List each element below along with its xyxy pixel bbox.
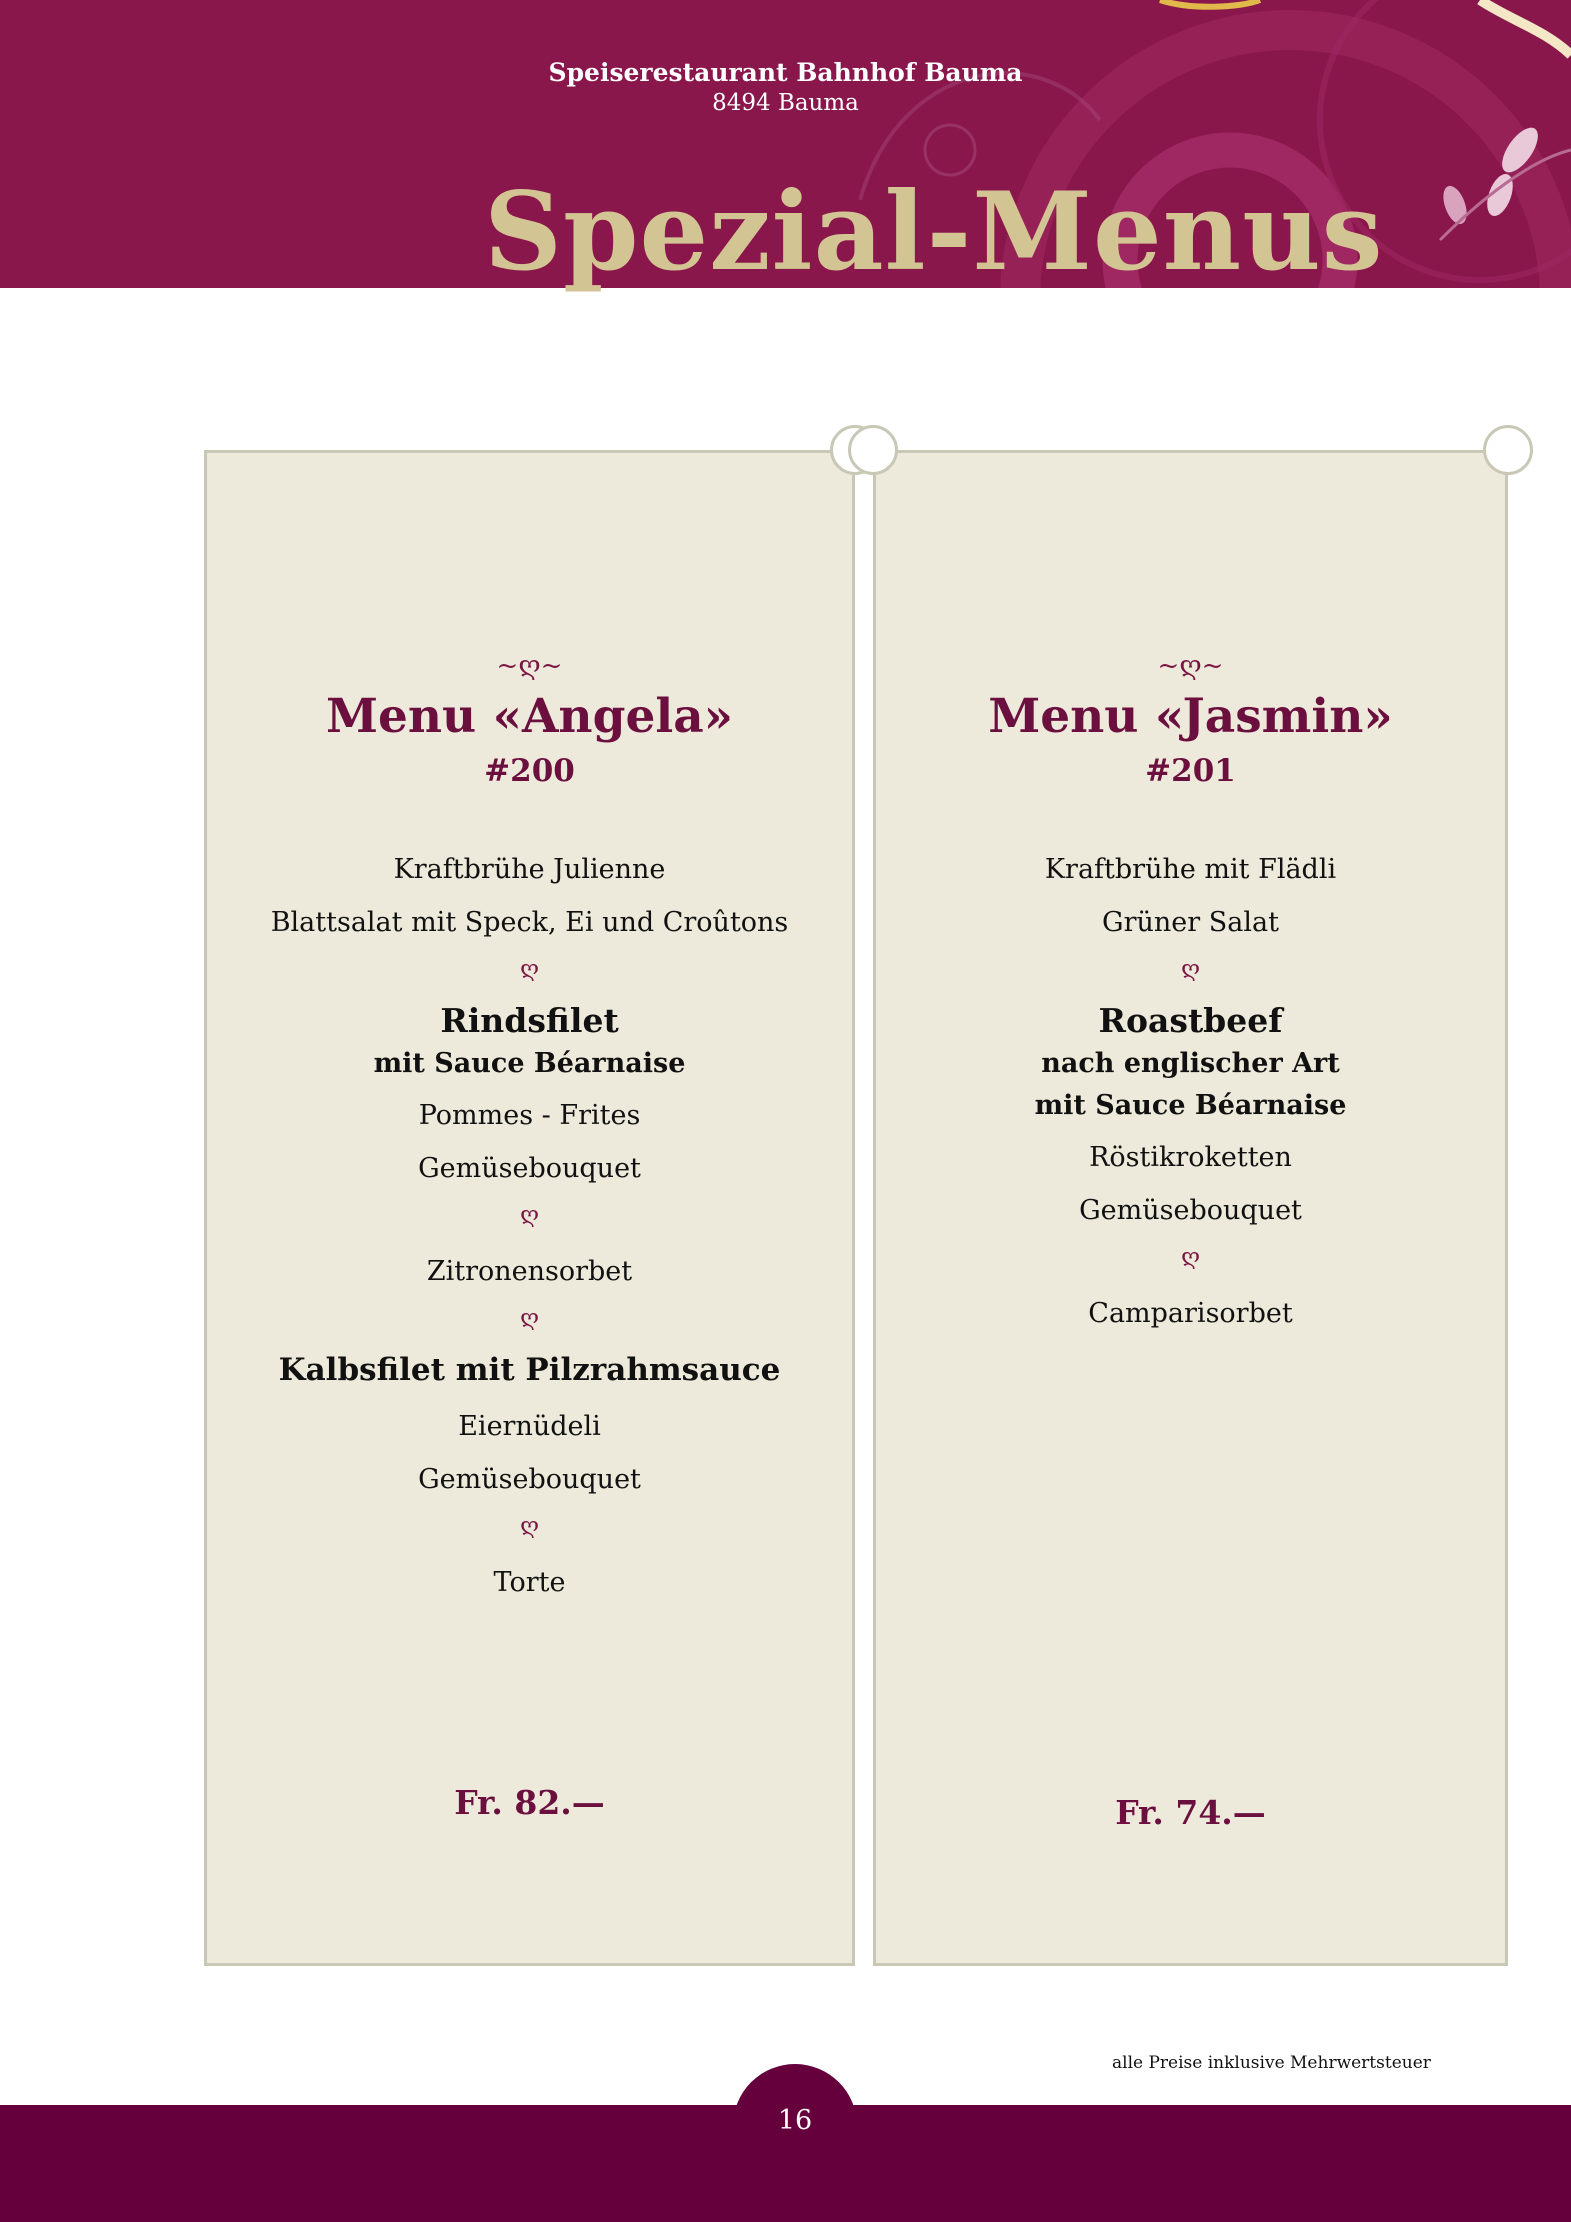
menu-item: Gemüsebouquet — [418, 1152, 641, 1184]
menu-card-jasmin — [873, 450, 1508, 1966]
separator-ornament-icon: ღ — [1181, 956, 1200, 982]
separator-ornament-icon: ღ — [1181, 1244, 1200, 1270]
menu-item: Pommes - Frites — [418, 1099, 641, 1131]
main-dish-style: nach englischer Art — [1041, 1047, 1340, 1079]
menu-number: #200 — [484, 753, 575, 790]
vat-note: alle Preise inklusive Mehrwertsteuer — [1112, 2053, 1431, 2073]
menu-title: Menu «Angela» — [325, 689, 734, 744]
menu-title: Menu «Jasmin» — [988, 689, 1393, 744]
main-dish-title: Roastbeef — [1098, 1000, 1283, 1040]
menu-item: Zitronensorbet — [426, 1255, 633, 1287]
ornament-icon: ~ღ~ — [1157, 651, 1224, 681]
page-number: 16 — [777, 2105, 813, 2136]
menu-item: Grüner Salat — [1102, 906, 1279, 938]
separator-ornament-icon: ღ — [520, 1305, 539, 1331]
restaurant-name: Speiserestaurant Bahnhof Bauma — [548, 58, 1023, 87]
menu-item: Gemüsebouquet — [418, 1463, 641, 1495]
main-dish-sauce: mit Sauce Béarnaise — [1034, 1089, 1347, 1121]
menu-price: Fr. 82.— — [454, 1783, 605, 1822]
separator-ornament-icon: ღ — [520, 1202, 539, 1228]
menu-item: Kraftbrühe Julienne — [393, 853, 666, 885]
menu-item: Camparisorbet — [1088, 1297, 1293, 1329]
separator-ornament-icon: ღ — [520, 1513, 539, 1539]
separator-ornament-icon: ღ — [520, 956, 539, 982]
menu-card-angela — [204, 450, 855, 1966]
menu-item: Torte — [493, 1566, 566, 1598]
main-dish-title: Rindsfilet — [440, 1000, 619, 1040]
restaurant-address: 8494 Bauma — [712, 90, 859, 116]
menu-item: Kraftbrühe mit Flädli — [1044, 853, 1337, 885]
page-title: Spezial-Menus — [484, 169, 1384, 295]
menu-item: Gemüsebouquet — [1079, 1194, 1302, 1226]
menu-item: Röstikroketten — [1089, 1141, 1292, 1173]
menu-item: Blattsalat mit Speck, Ei und Croûtons — [270, 906, 789, 938]
menu-item: Eiernüdeli — [458, 1410, 601, 1442]
ornament-icon: ~ღ~ — [496, 651, 563, 681]
main-dish-sauce: mit Sauce Béarnaise — [373, 1047, 686, 1079]
main-dish-title: Kalbsfilet mit Pilzrahmsauce — [278, 1351, 781, 1388]
menu-price: Fr. 74.— — [1115, 1793, 1266, 1832]
menu-number: #201 — [1145, 753, 1236, 790]
